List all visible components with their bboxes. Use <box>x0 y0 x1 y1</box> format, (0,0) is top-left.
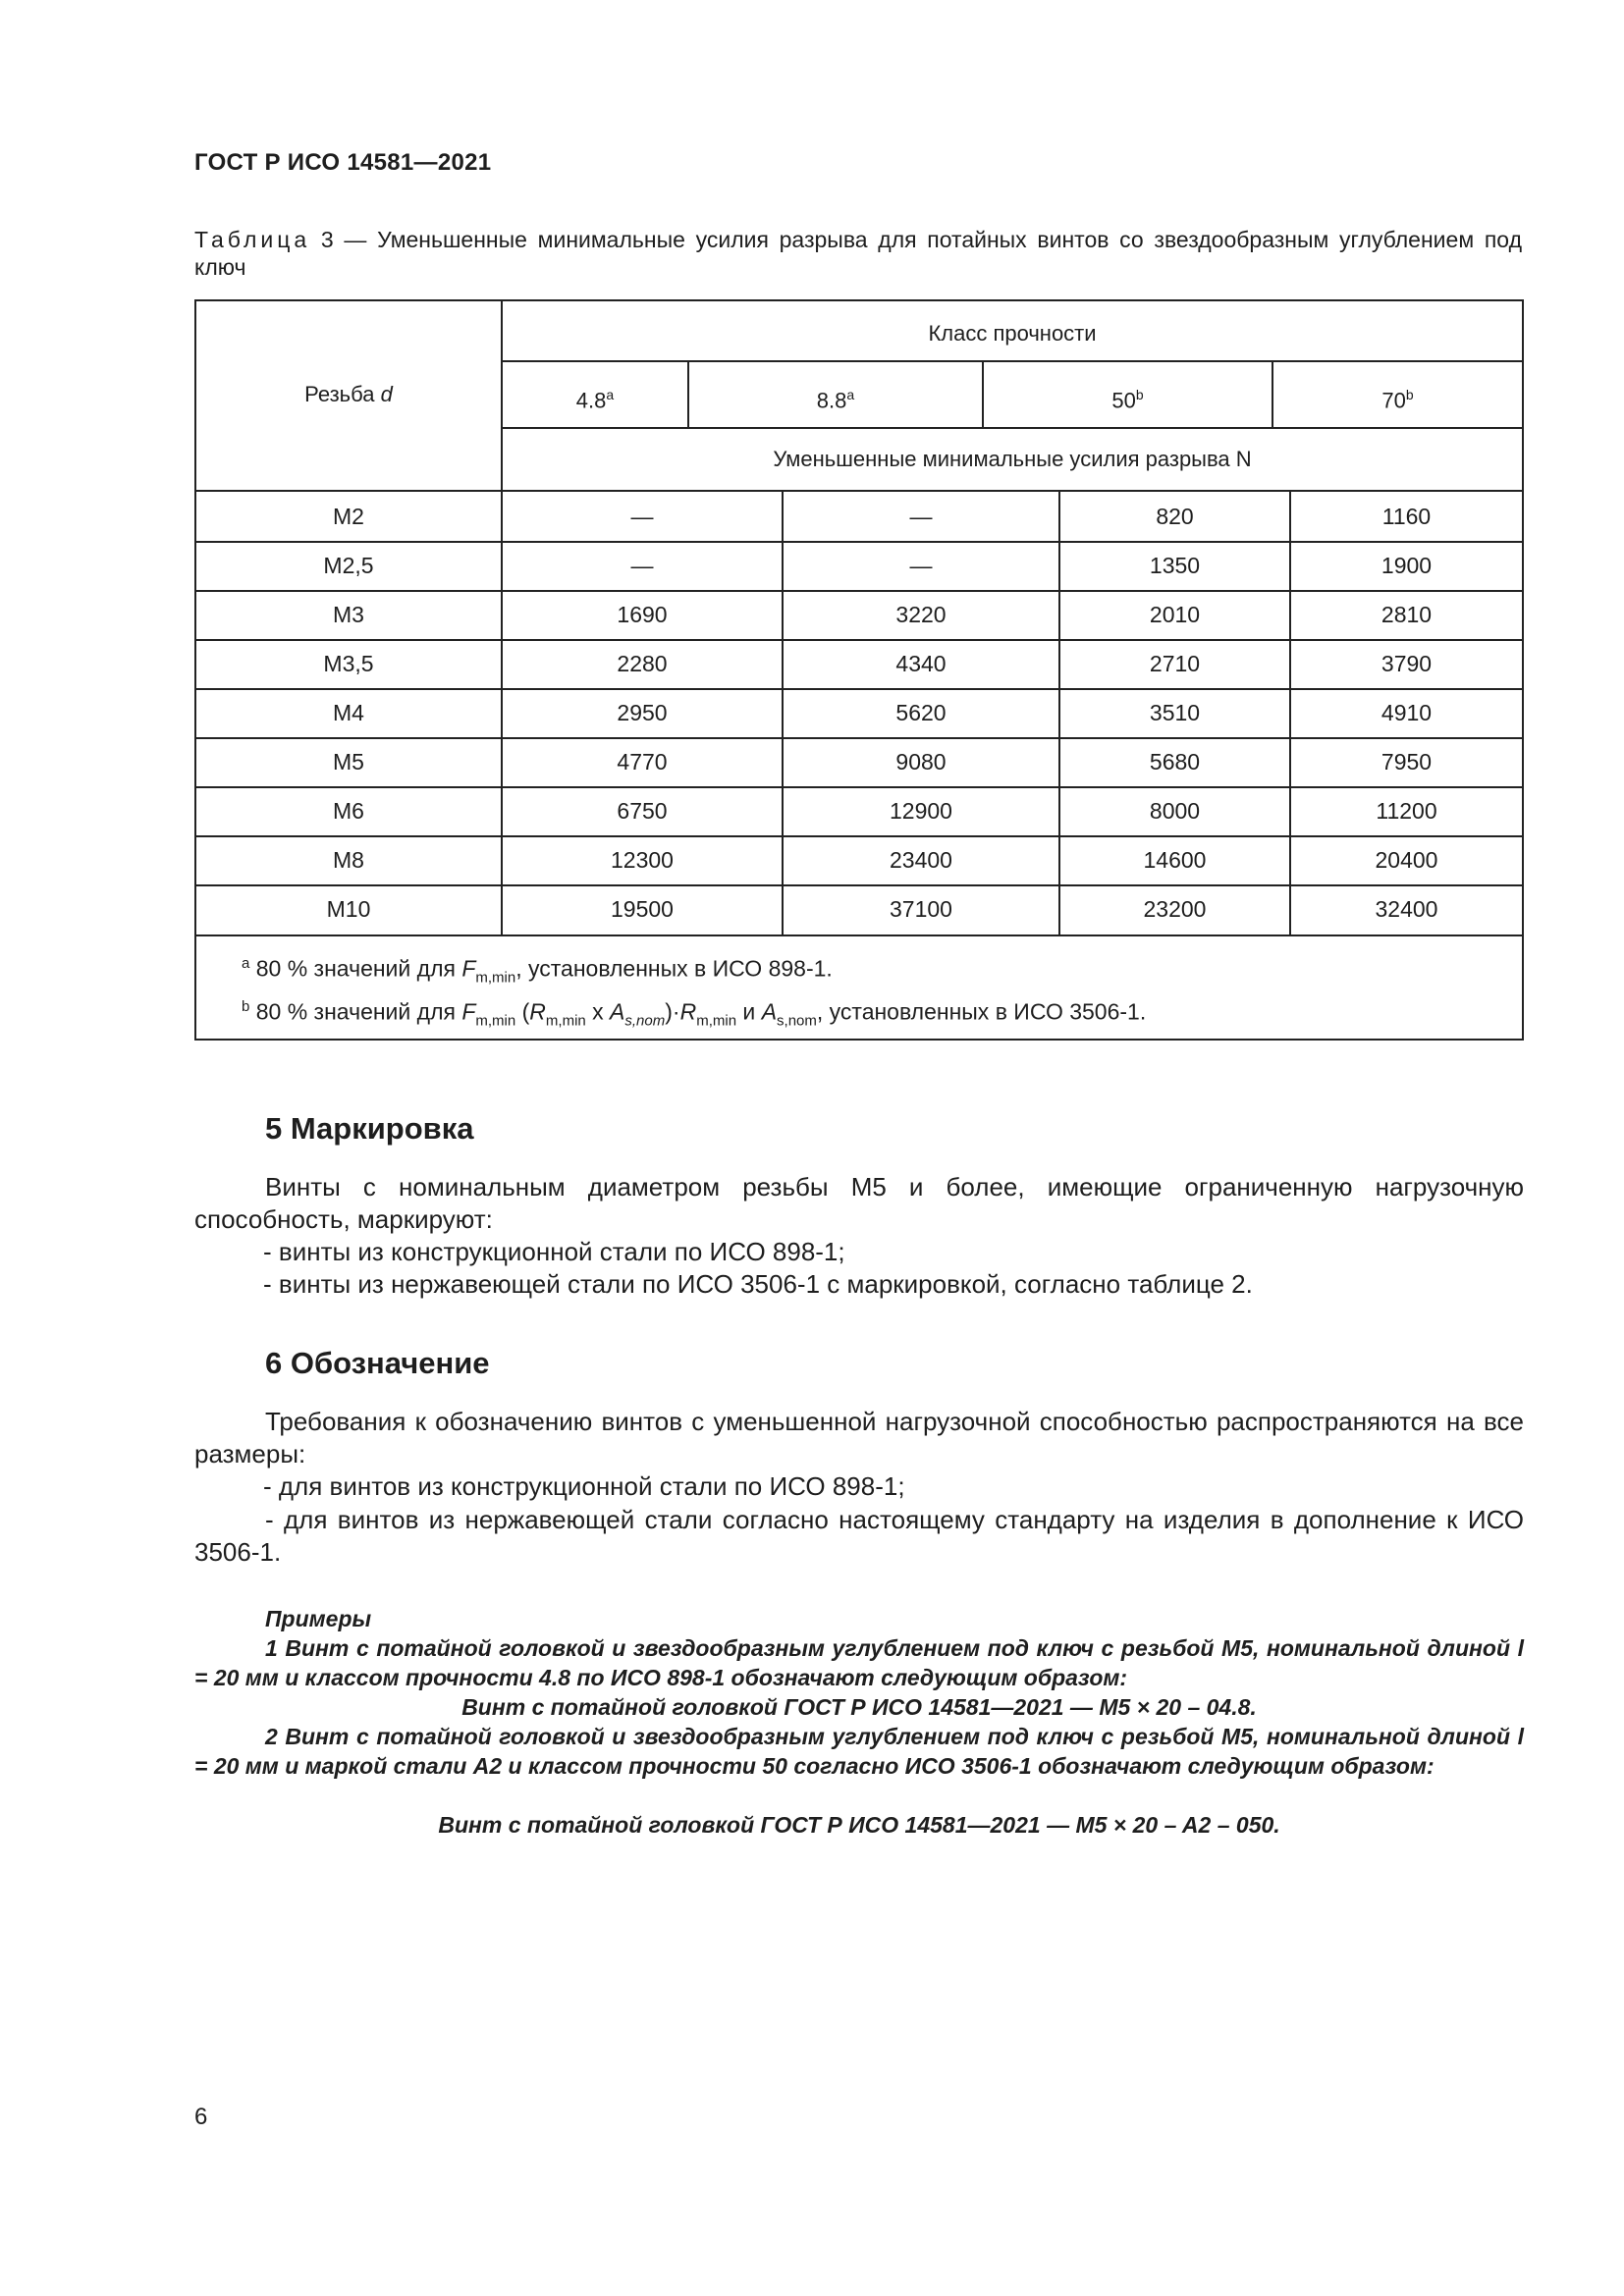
table-row <box>196 884 1522 934</box>
table-row <box>196 786 1522 835</box>
table-caption <box>194 226 1522 281</box>
force-value-cell: 3220 <box>895 602 947 627</box>
footnote-a: $^a$ 80 % значений для $F_{m,min}$, установленных в ИСО 898-1. <box>242 955 833 987</box>
section-5-title: 5 Маркировка <box>265 1111 474 1146</box>
footnote-b: $^b$ 80 % значений для $F_{m,min}$ ($R_{m,min}$ x $A_{s,nom})\cdot R_{m,min}$ и $A_{s,nom}$, установленных в ИСО 3506-1. <box>242 998 1147 1030</box>
section-6-paragraph: Требования к обозначению винтов с уменьшенной нагрузочной способностью распространяются на все размеры: <box>194 1407 1524 1468</box>
force-value-cell: 12300 <box>611 847 674 873</box>
class-header-4-8: 4.8$^a$ <box>575 387 615 413</box>
section-6-item-1: - для винтов из конструкционной стали по ИСО 898-1; <box>263 1471 905 1501</box>
force-value-cell: 12900 <box>890 798 952 824</box>
thread-cell: M3 <box>333 602 364 627</box>
thread-cell: M8 <box>333 847 364 873</box>
example-1-designation: Винт с потайной головкой ГОСТ Р ИСО 14581—2021 — M5 × 20 – 04.8. <box>461 1694 1257 1720</box>
force-units-header: Уменьшенные минимальные усилия разрыва N <box>773 447 1252 471</box>
example-2-designation: Винт с потайной головкой ГОСТ Р ИСО 14581—2021 — M5 × 20 – A2 – 050. <box>438 1812 1280 1838</box>
thread-cell: M6 <box>333 798 364 824</box>
example-1: 1 Винт с потайной головкой и звездообразным углублением под ключ с резьбой M5, номинальной длиной l = 20 мм и классом прочности 4.8 по ИСО 898-1 обозначают следующим образом: <box>194 1635 1524 1690</box>
force-value-cell: 4910 <box>1380 700 1433 725</box>
force-value-cell: 32400 <box>1375 896 1438 922</box>
force-value-cell: 20400 <box>1375 847 1438 873</box>
table-row <box>196 639 1522 688</box>
page-number: 6 <box>194 2104 208 2130</box>
force-value-cell: — <box>630 553 654 578</box>
table-header <box>196 301 1522 492</box>
example-2: 2 Винт с потайной головкой и звездообразным углублением под ключ с резьбой M5, номинальной длиной l = 20 мм и маркой стали A2 и классом прочности 50 согласно ИСО 3506-1 обозначают следующим образом: <box>194 1724 1524 1779</box>
thread-cell: M2 <box>333 504 364 529</box>
force-value-cell: 6750 <box>617 798 668 824</box>
thread-column-header: Резьба d <box>304 382 393 406</box>
force-value-cell: 9080 <box>895 749 947 774</box>
force-value-cell: 2810 <box>1380 602 1433 627</box>
thread-cell: M3,5 <box>323 651 374 676</box>
force-value-cell: 2950 <box>617 700 668 725</box>
force-value-cell: 23200 <box>1143 896 1207 922</box>
force-value-cell: 4340 <box>895 651 947 676</box>
table-caption-text: 3 — Уменьшенные минимальные усилия разрыва для потайных винтов со звездообразным углублением под ключ <box>194 227 1522 280</box>
force-value-cell: 11200 <box>1376 798 1437 824</box>
force-value-cell: 23400 <box>890 847 952 873</box>
thread-cell: M5 <box>333 749 364 774</box>
table-row <box>196 492 1522 541</box>
force-value-cell: 1690 <box>617 602 668 627</box>
force-value-cell: 3510 <box>1149 700 1201 725</box>
force-value-cell: 2280 <box>617 651 668 676</box>
table-caption-label: Таблица <box>194 227 311 252</box>
force-value-cell: 820 <box>1156 504 1194 529</box>
section-5-item-1: - винты из конструкционной стали по ИСО 898-1; <box>263 1237 845 1266</box>
class-header-50: 50$^b$ <box>1111 387 1144 413</box>
table-row <box>196 688 1522 737</box>
force-value-cell: 37100 <box>890 896 952 922</box>
force-value-cell: 1350 <box>1149 553 1201 578</box>
force-value-cell: 4770 <box>617 749 668 774</box>
section-5-paragraph: Винты с номинальным диаметром резьбы M5 и более, имеющие ограниченную нагрузочную способность, маркируют: <box>194 1172 1524 1234</box>
force-value-cell: 5620 <box>895 700 947 725</box>
section-5-item-2: - винты из нержавеющей стали по ИСО 3506-1 с маркировкой, согласно таблице 2. <box>263 1269 1253 1299</box>
section-6-item-2: - для винтов из нержавеющей стали согласно настоящему стандарту на изделия в дополнение к ИСО 3506-1. <box>194 1505 1524 1567</box>
section-6-title: 6 Обозначение <box>265 1346 490 1380</box>
force-value-cell: — <box>909 504 933 529</box>
force-value-cell: 3790 <box>1380 651 1433 676</box>
force-value-cell: 8000 <box>1149 798 1201 824</box>
table-footnotes <box>242 949 1146 1037</box>
document-code: ГОСТ Р ИСО 14581—2021 <box>194 149 492 176</box>
strength-class-header: Класс прочности <box>928 321 1097 346</box>
thread-cell: M2,5 <box>323 553 374 578</box>
table-row <box>196 590 1522 639</box>
force-value-cell: — <box>909 553 933 578</box>
examples-heading: Примеры <box>265 1606 372 1631</box>
force-value-cell: 5680 <box>1149 749 1201 774</box>
force-value-cell: — <box>630 504 654 529</box>
force-value-cell: 1160 <box>1381 504 1432 529</box>
table-row <box>196 737 1522 786</box>
force-value-cell: 14600 <box>1143 847 1207 873</box>
force-value-cell: 19500 <box>611 896 674 922</box>
force-value-cell: 2010 <box>1149 602 1201 627</box>
force-value-cell: 7950 <box>1380 749 1433 774</box>
thread-cell: M4 <box>333 700 364 725</box>
thread-cell: M10 <box>326 896 371 922</box>
class-header-8-8: 8.8$^a$ <box>816 387 855 413</box>
breaking-load-table <box>194 299 1524 1041</box>
class-header-70: 70$^b$ <box>1381 387 1414 413</box>
table-row <box>196 835 1522 884</box>
table-row <box>196 541 1522 590</box>
force-value-cell: 1900 <box>1380 553 1433 578</box>
force-value-cell: 2710 <box>1149 651 1201 676</box>
